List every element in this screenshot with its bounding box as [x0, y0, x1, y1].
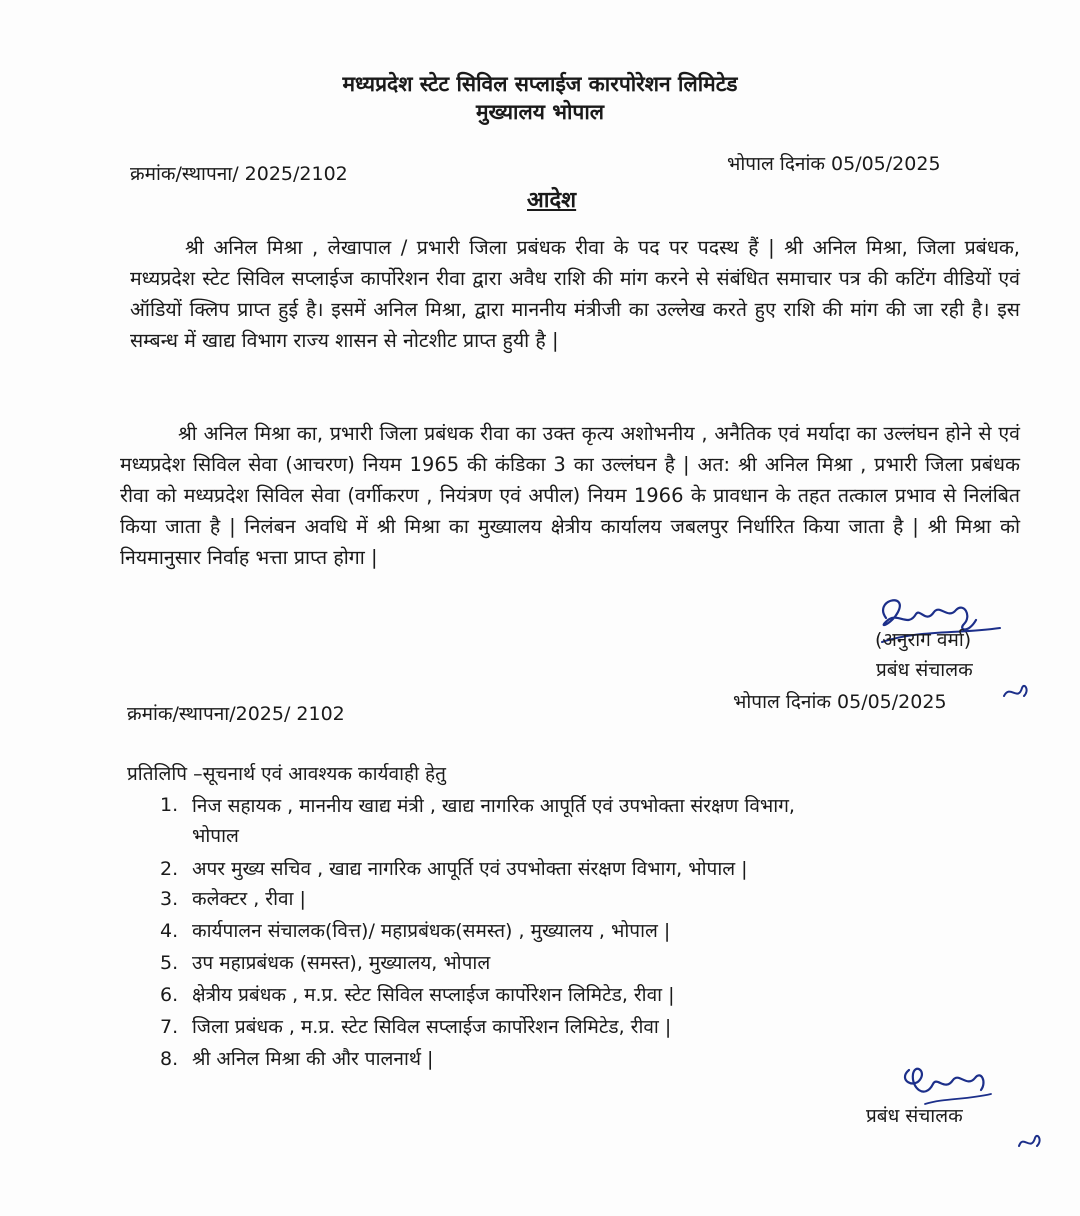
list-item-number: 1.	[160, 794, 179, 816]
order-place-date: भोपाल दिनांक 05/05/2025	[727, 153, 941, 175]
list-item-number: 6.	[160, 984, 179, 1006]
list-item: उप महाप्रबंधक (समस्त), मुख्यालय, भोपाल	[192, 952, 491, 974]
signatory-name: (अनुराग वर्मा)	[875, 629, 972, 651]
list-item-number: 3.	[160, 888, 179, 910]
list-item-number: 8.	[160, 1048, 179, 1070]
office-name: मुख्यालय भोपाल	[476, 100, 604, 124]
initial-mark-1	[1000, 678, 1034, 704]
order-paragraph-1	[130, 232, 1020, 356]
org-name: मध्यप्रदेश स्टेट सिविल सप्लाईज कारपोरेशन लिमिटेड	[342, 72, 738, 96]
initial-mark-2	[1015, 1130, 1045, 1154]
list-item: अपर मुख्य सचिव , खाद्य नागरिक आपूर्ति एवं उपभोक्ता संरक्षण विभाग, भोपाल |	[192, 858, 748, 880]
list-item: श्री अनिल मिश्रा की और पालनार्थ |	[192, 1048, 434, 1070]
list-item: निज सहायक , माननीय खाद्य मंत्री , खाद्य नागरिक आपूर्ति एवं उपभोक्ता संरक्षण विभाग,	[192, 795, 795, 817]
signatory-title-1: प्रबंध संचालक	[876, 659, 973, 681]
order-ref-number: क्रमांक/स्थापना/ 2025/2102	[130, 163, 348, 185]
signatory-title-2: प्रबंध संचालक	[866, 1105, 963, 1127]
list-item-number: 5.	[160, 952, 179, 974]
list-item: कलेक्टर , रीवा |	[192, 888, 306, 910]
list-item: कार्यपालन संचालक(वित्त)/ महाप्रबंधक(समस्त) , मुख्यालय , भोपाल |	[192, 920, 671, 942]
copy-place-date: भोपाल दिनांक 05/05/2025	[733, 691, 947, 713]
copy-heading: प्रतिलिपि –सूचनार्थ एवं आवश्यक कार्यवाही हेतु	[127, 763, 446, 785]
list-item-number: 4.	[160, 920, 179, 942]
order-title: आदेश	[527, 188, 577, 213]
paragraph-1-text: श्री अनिल मिश्रा , लेखापाल / प्रभारी जिला प्रबंधक रीवा के पद पर पदस्थ हैं | श्री अनिल मिश्रा, जिला प्रबंधक, मध्यप्रदेश स्टेट सिविल सप्लाईज कार्पोरेशन रीवा द्वारा अवैध राशि की मांग करने से संबंधित समाचार पत्र की कटिंग वीडियों एवं ऑडियों क्लिप प्राप्त हुई है। इसमें अनिल मिश्रा, द्वारा माननीय मंत्रीजी का उल्लेख करते हुए राशि की मांग की जा रही है। इस सम्बन्ध में खाद्य विभाग राज्य शासन से नोटशीट प्राप्त हुयी है |	[130, 236, 1020, 352]
paragraph-2-text: श्री अनिल मिश्रा का, प्रभारी जिला प्रबंधक रीवा का उक्त कृत्य अशोभनीय , अनैतिक एवं मर्यादा का उल्लंघन होने से एवं मध्यप्रदेश सिविल सेवा (आचरण) नियम 1965 की कंडिका 3 का उल्लंघन है | अत: श्री अनिल मिश्रा , प्रभारी जिला प्रबंधक रीवा को मध्यप्रदेश सिविल सेवा (वर्गीकरण , नियंत्रण एवं अपील) नियम 1966 के प्रावधान के तहत तत्काल प्रभाव से निलंबित किया जाता है | निलंबन अवधि में श्री मिश्रा का मुख्यालय क्षेत्रीय कार्यालय जबलपुर निर्धारित किया जाता है | श्री मिश्रा को नियमानुसार निर्वाह भत्ता प्राप्त होगा |	[120, 422, 1020, 569]
list-item: क्षेत्रीय प्रबंधक , म.प्र. स्टेट सिविल सप्लाईज कार्पोरेशन लिमिटेड, रीवा |	[192, 984, 675, 1006]
copy-ref-number: क्रमांक/स्थापना/2025/ 2102	[127, 703, 345, 725]
list-item-number: 2.	[160, 858, 179, 880]
list-item-continuation: भोपाल	[192, 825, 239, 847]
list-item: जिला प्रबंधक , म.प्र. स्टेट सिविल सप्लाईज कार्पोरेशन लिमिटेड, रीवा |	[192, 1016, 672, 1038]
list-item-number: 7.	[160, 1016, 179, 1038]
order-paragraph-2	[120, 418, 1020, 573]
